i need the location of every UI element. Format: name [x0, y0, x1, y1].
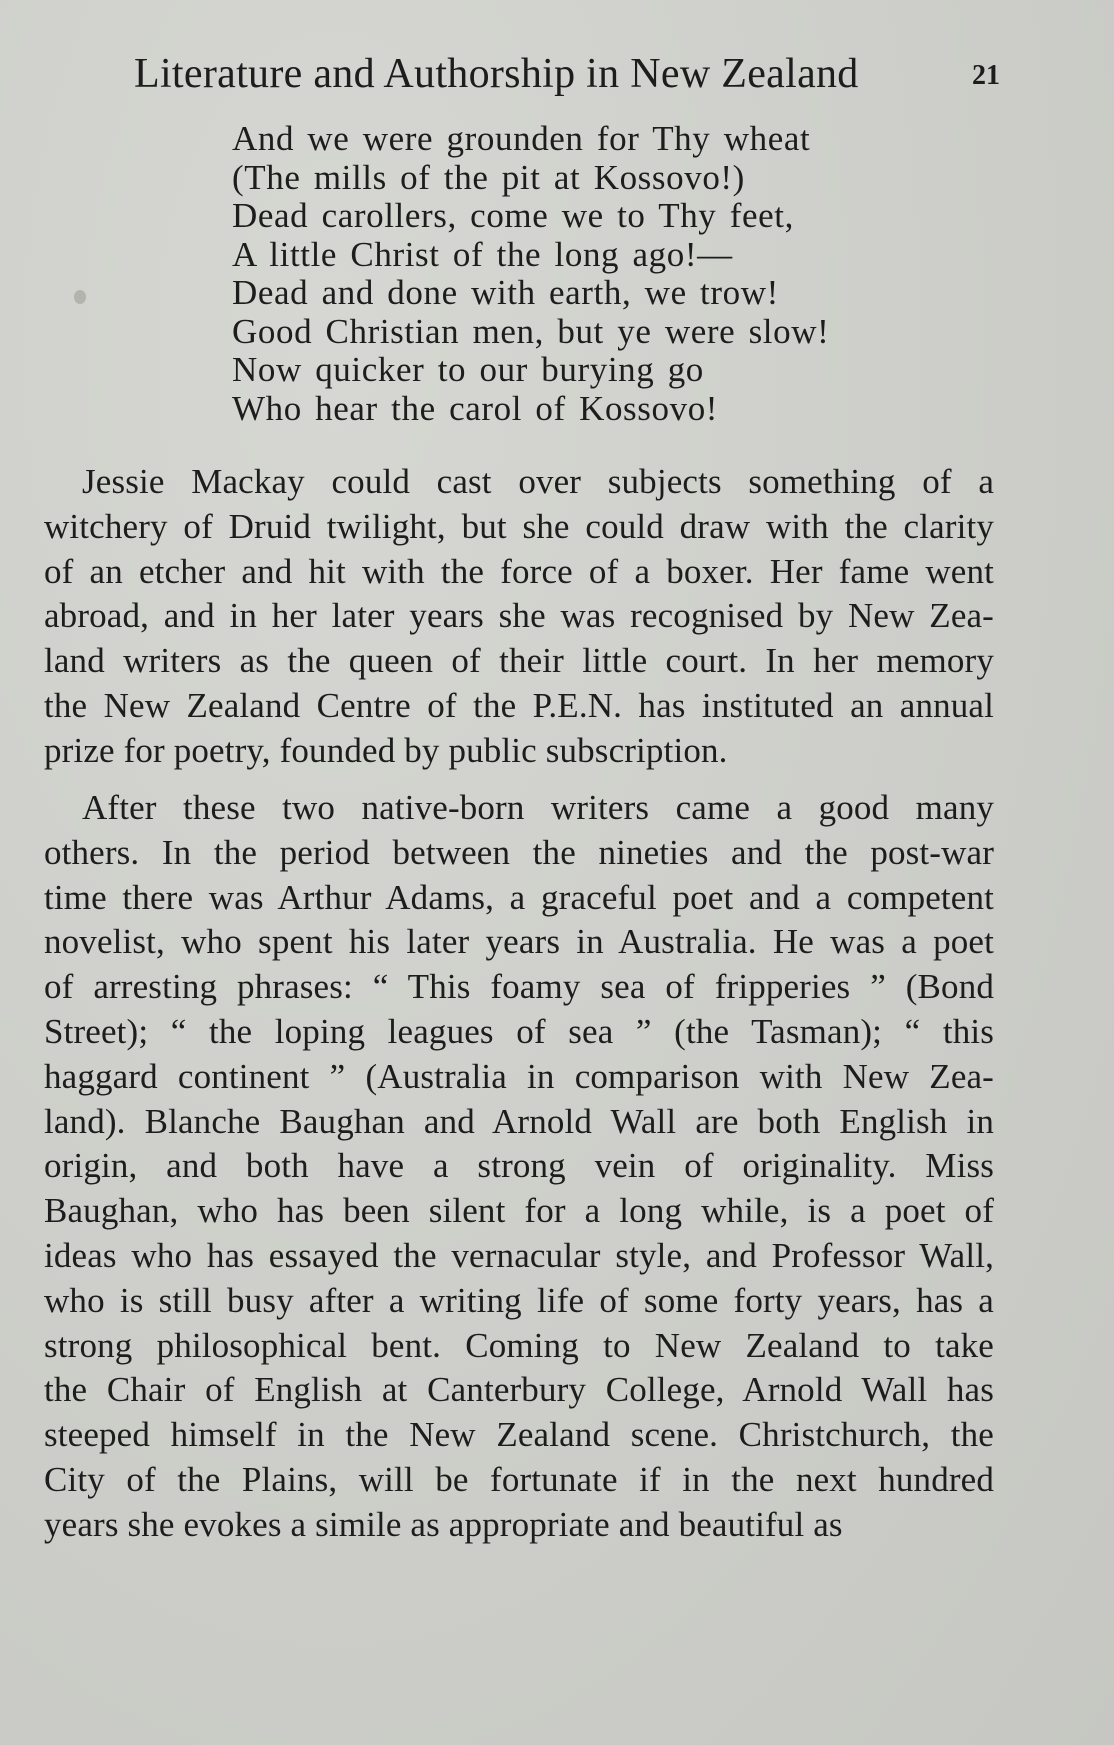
text-line: the New Zealand Centre of the P.E.N. has instituted an annual [44, 685, 994, 725]
text-line: the Chair of English at Canterbury College, Arnold Wall has [44, 1370, 994, 1410]
verse-line: Dead carollers, come we to Thy feet, [232, 196, 794, 235]
text-line: abroad, and in her later years she was recognised by New Zea- [44, 596, 994, 636]
text-line: After these two native-born writers came a good many [82, 788, 994, 827]
running-title: Literature and Authorship in New Zealand [134, 51, 859, 97]
text-line: of arresting phrases: “ This foamy sea of fripperies ” (Bond [44, 967, 994, 1007]
text-line: years she evokes a simile as appropriate and beautiful as [44, 1504, 843, 1544]
paragraph-text [44, 460, 994, 774]
text-line: time there was Arthur Adams, a graceful poet and a competent [44, 877, 994, 917]
text-line: of an etcher and hit with the force of a boxer. Her fame went [44, 551, 994, 591]
text-line: novelist, who spent his later years in Australia. He was a poet [44, 922, 994, 962]
text-line: others. In the period between the nineties and the post-war [44, 832, 994, 872]
verse-line: Who hear the carol of Kossovo! [232, 388, 719, 428]
text-line: strong philosophical bent. Coming to New Zealand to take [44, 1325, 994, 1365]
text-line: Baughan, who has been silent for a long while, is a poet of [44, 1191, 994, 1231]
text-line: ideas who has essayed the vernacular style, and Professor Wall, [44, 1235, 994, 1275]
paper-speck [74, 290, 86, 304]
verse-line: Now quicker to our burying go [232, 350, 704, 389]
text-line: Street); “ the loping leagues of sea ” (the Tasman); “ this [44, 1011, 994, 1051]
text-line: land). Blanche Baughan and Arnold Wall are both English in [44, 1101, 994, 1141]
text-line: haggard continent ” (Australia in comparison with New Zea- [44, 1056, 994, 1096]
verse-line: (The mills of the pit at Kossovo!) [232, 157, 745, 197]
text-line: origin, and both have a strong vein of originality. Miss [44, 1146, 994, 1186]
verse-line: Dead and done with earth, we trow! [232, 273, 779, 312]
verse-line: Good Christian men, but ye were slow! [232, 311, 830, 351]
verse-line: A little Christ of the long ago!— [232, 234, 733, 274]
paragraph-native-born-writers [44, 786, 994, 1548]
verse-quotation [232, 120, 912, 428]
text-line: prize for poetry, founded by public subscription. [44, 730, 728, 770]
text-line: steeped himself in the New Zealand scene. Christchurch, the [44, 1415, 994, 1455]
paragraph-jessie-mackay [44, 460, 994, 774]
verse-line: And we were grounden for Thy wheat [232, 119, 811, 158]
text-line: witchery of Druid twilight, but she could draw with the clarity [44, 506, 994, 546]
text-line: City of the Plains, will be fortunate if in the next hundred [44, 1459, 994, 1499]
text-line: who is still busy after a writing life of some forty years, has a [44, 1280, 994, 1320]
text-line: Jessie Mackay could cast over subjects something of a [82, 462, 994, 501]
page-number: 21 [972, 60, 1000, 91]
text-line: land writers as the queen of their little court. In her memory [44, 641, 994, 681]
running-head [134, 50, 1000, 100]
paragraph-text [44, 786, 994, 1548]
